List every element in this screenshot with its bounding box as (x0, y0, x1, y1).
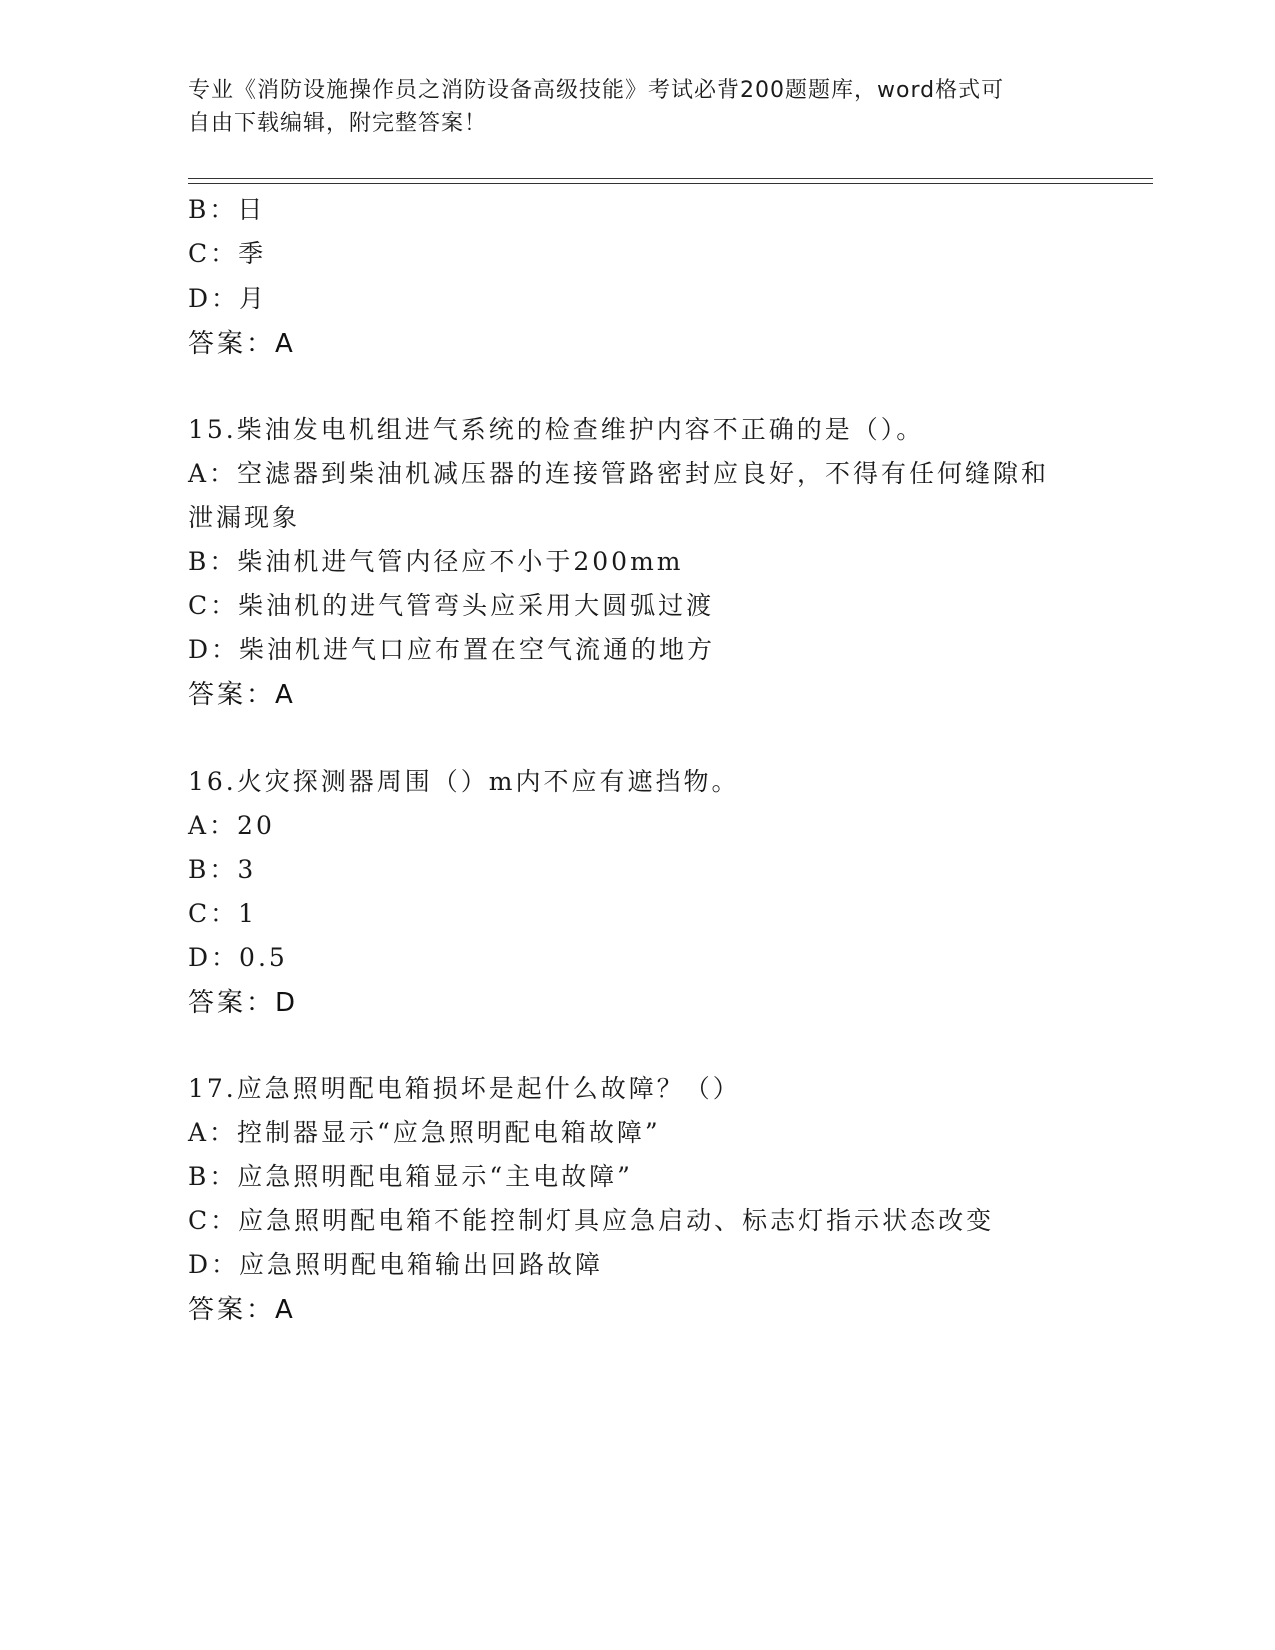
q16-option-a: A：20 (188, 811, 275, 840)
header-title-line1: 专业《消防设施操作员之消防设备高级技能》考试必背200题题库，word格式可 (188, 78, 1005, 103)
q17-stem: 17.应急照明配电箱损坏是起什么故障？（） (188, 1074, 741, 1103)
q17-option-b: B：应急照明配电箱显示“主电故障” (188, 1162, 633, 1191)
q16-answer: 答案：D (188, 988, 299, 1018)
header-title-line2: 自由下载编辑，附完整答案！ (188, 111, 488, 136)
q15-option-b: B：柴油机进气管内径应不小于200mm (188, 547, 684, 576)
q16-option-d: D：0.5 (188, 943, 288, 972)
q17-option-a: A：控制器显示“应急照明配电箱故障” (188, 1118, 661, 1147)
page-header (188, 74, 1068, 140)
prev-option-b: B：日 (188, 195, 266, 224)
header-divider-bottom (188, 183, 1153, 184)
q15-option-a-line1: A：空滤器到柴油机减压器的连接管路密封应良好，不得有任何缝隙和 (188, 459, 1050, 488)
q15-option-c: C：柴油机的进气管弯头应采用大圆弧过渡 (188, 591, 715, 620)
prev-option-d: D：月 (188, 284, 268, 313)
prev-answer: 答案：A (188, 329, 296, 359)
q17-answer: 答案：A (188, 1295, 296, 1325)
q17-option-d: D：应急照明配电箱输出回路故障 (188, 1250, 604, 1279)
header-divider-top (188, 178, 1153, 179)
q17-option-c: C：应急照明配电箱不能控制灯具应急启动、标志灯指示状态改变 (188, 1206, 995, 1235)
q15-stem: 15.柴油发电机组进气系统的检查维护内容不正确的是（）。 (188, 415, 925, 444)
q15-answer: 答案：A (188, 680, 296, 710)
q15-option-a-line2: 泄漏现象 (188, 503, 301, 532)
q16-option-b: B：3 (188, 855, 257, 884)
prev-option-c: C：季 (188, 239, 267, 268)
q15-option-d: D：柴油机进气口应布置在空气流通的地方 (188, 635, 716, 664)
q16-option-c: C：1 (188, 899, 258, 928)
q16-stem: 16.火灾探测器周围（）m内不应有遮挡物。 (188, 767, 740, 796)
